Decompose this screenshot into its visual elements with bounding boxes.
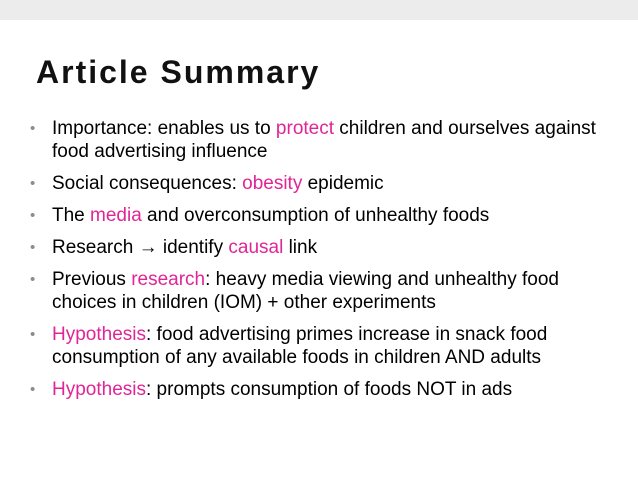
bullet-text: : food advertising primes increase in snack food consumption of any available foods in children AND adults [52,324,548,368]
bullet-item [30,378,620,401]
bullet-text: : prompts consumption of foods NOT in ads [146,379,513,400]
bullet-text: children and ourselves against food advertising influence [52,118,596,162]
highlighted-term: protect [275,118,335,139]
bullet-item [30,117,620,163]
bullet-dot-icon: • [30,326,36,343]
bullet-dot-icon: • [30,175,36,192]
highlighted-term: obesity [242,173,303,194]
highlighted-term: Hypothesis [52,379,146,400]
highlighted-term: Hypothesis [52,324,146,345]
slide-header-bar [0,0,638,20]
bullet-text: Importance: enables us to [52,118,276,139]
bullet-dot-icon: • [30,271,36,288]
bullet-item [30,323,620,369]
bullet-dot-icon: • [30,207,36,224]
bullet-dot-icon: • [30,381,36,398]
bullet-dot-icon: • [30,120,36,137]
bullet-text: Social consequences: [52,173,243,194]
bullet-text: The [52,205,91,226]
bullet-text: identify [157,237,229,258]
bullet-dot-icon: • [30,239,36,256]
highlighted-term: research [131,269,206,290]
highlighted-term: causal [228,237,284,258]
bullet-text: link [283,237,318,258]
bullet-item [30,236,620,259]
highlighted-term: media [90,205,142,226]
bullet-item [30,204,620,227]
arrow-right-icon: → [138,237,158,258]
bullet-text: Research [52,237,139,258]
bullet-list [30,117,620,410]
bullet-text: epidemic [302,173,384,194]
slide-title: Article Summary [36,54,321,90]
bullet-item [30,268,620,314]
bullet-text: : heavy media viewing and unhealthy food choices in children (IOM) + other experiments [52,269,559,313]
bullet-text: and overconsumption of unhealthy foods [141,205,490,226]
bullet-text: Previous [52,269,132,290]
bullet-item [30,172,620,195]
